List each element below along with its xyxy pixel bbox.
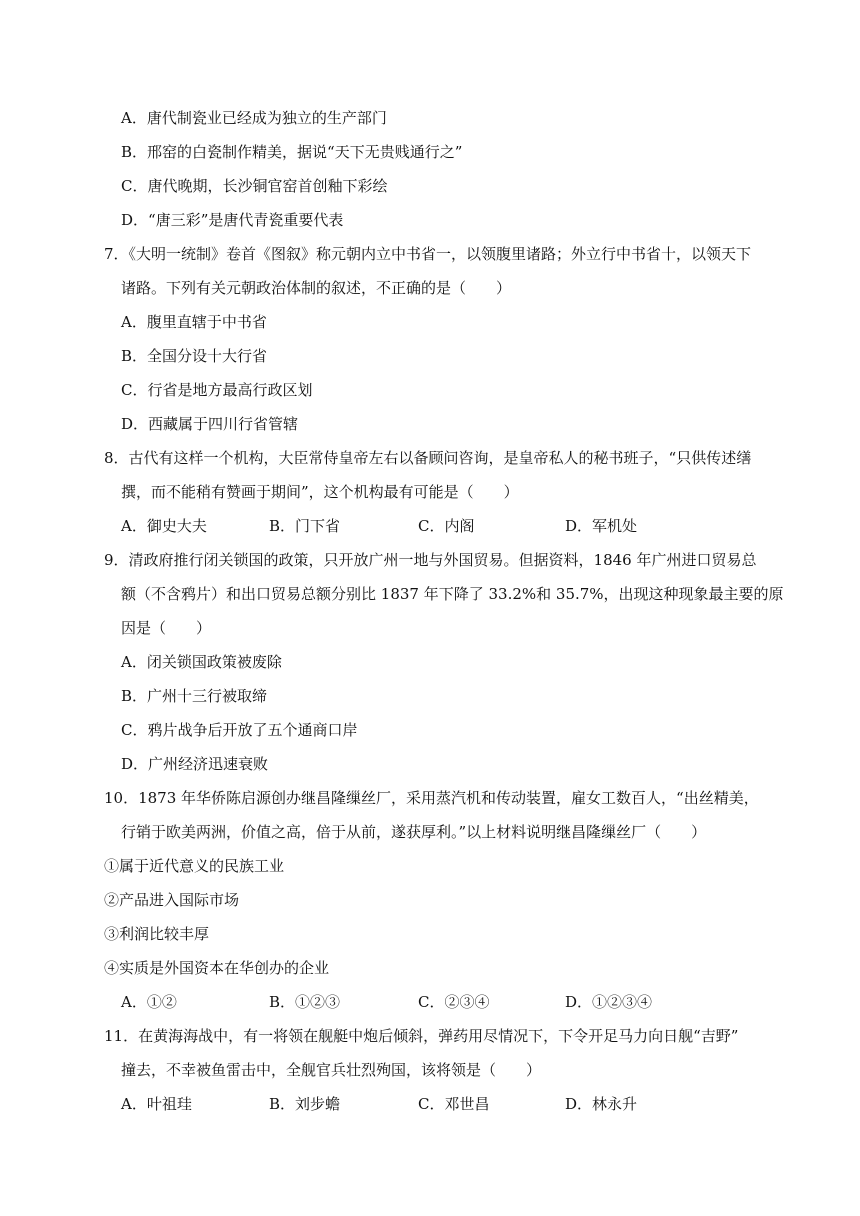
q9-stem-cont-2: 因是（ ） [121,619,212,637]
q11-option-c: C．邓世昌 [418,1095,490,1113]
q9-option-c: C．鸦片战争后开放了五个通商口岸 [121,721,358,739]
q9-stem: 9．清政府推行闭关锁国的政策，只开放广州一地与外国贸易。但据资料，1846 年广州进口贸易总 [104,551,757,569]
q11-option-a: A．叶祖珪 [121,1095,192,1113]
q7-option-b: B．全国分设十大行省 [121,347,268,365]
q10-stem: 10．1873 年华侨陈启源创办继昌隆缫丝厂，采用蒸汽机和传动装置，雇女工数百人，“出丝精美， [104,789,759,807]
q8-option-b: B．门下省 [269,517,341,535]
q9-stem-cont-1: 额（不含鸦片）和出口贸易总额分别比 1837 年下降了 33.2%和 35.7%，出现这种现象最主要的原 [121,585,784,603]
q11-option-b: B．刘步蟾 [269,1095,341,1113]
q7-stem: 7．《大明一统制》卷首《图叙》称元朝内立中书省一，以领腹里诸路；外立行中书省十，以领天下 [104,245,752,263]
q7-option-a: A．腹里直辖于中书省 [121,313,267,331]
q6-option-d: D．“唐三彩”是唐代青瓷重要代表 [121,211,344,229]
q9-option-a: A．闭关锁国政策被废除 [121,653,282,671]
q7-option-c: C．行省是地方最高行政区划 [121,381,313,399]
q10-statement-2: ②产品进入国际市场 [104,891,240,909]
q6-option-c: C．唐代晚期，长沙铜官窑首创釉下彩绘 [121,177,388,195]
q9-option-b: B．广州十三行被取缔 [121,687,268,705]
q11-option-d: D．林永升 [565,1095,638,1113]
q10-stem-cont: 行销于欧美两洲，价值之高，倍于从前，遂获厚利。”以上材料说明继昌隆缫丝厂（ ） [121,823,707,841]
q6-option-b: B．邢窑的白瓷制作精美，据说“天下无贵贱通行之” [121,143,463,161]
q7-stem-cont: 诸路。下列有关元朝政治体制的叙述，不正确的是（ ） [121,279,512,297]
q8-stem: 8．古代有这样一个机构，大臣常侍皇帝左右以备顾问咨询，是皇帝私人的秘书班子，“只供传述缮 [104,449,752,467]
q8-stem-cont: 撰，而不能稍有赞画于期间”，这个机构最有可能是（ ） [121,483,519,501]
q10-option-c: C．②③④ [418,993,490,1011]
q10-statement-1: ①属于近代意义的民族工业 [104,857,285,875]
q11-stem: 11．在黄海海战中，有一将领在舰艇中炮后倾斜，弹药用尽情况下，下令开足马力向日舰“吉野” [104,1027,739,1045]
q7-option-d: D．西藏属于四川行省管辖 [121,415,299,433]
q10-option-b: B．①②③ [269,993,341,1011]
q10-statement-3: ③利润比较丰厚 [104,925,210,943]
q10-statement-4: ④实质是外国资本在华创办的企业 [104,959,330,977]
q11-stem-cont: 撞去，不幸被鱼雷击中，全舰官兵壮烈殉国，该将领是（ ） [121,1061,542,1079]
q8-option-a: A．御史大夫 [121,517,207,535]
q8-option-d: D．军机处 [565,517,638,535]
q6-option-a: A．唐代制瓷业已经成为独立的生产部门 [121,109,387,127]
q10-option-a: A．①② [121,993,177,1011]
q8-option-c: C．内阁 [418,517,475,535]
q10-option-d: D．①②③④ [565,993,653,1011]
q9-option-d: D．广州经济迅速衰败 [121,755,269,773]
